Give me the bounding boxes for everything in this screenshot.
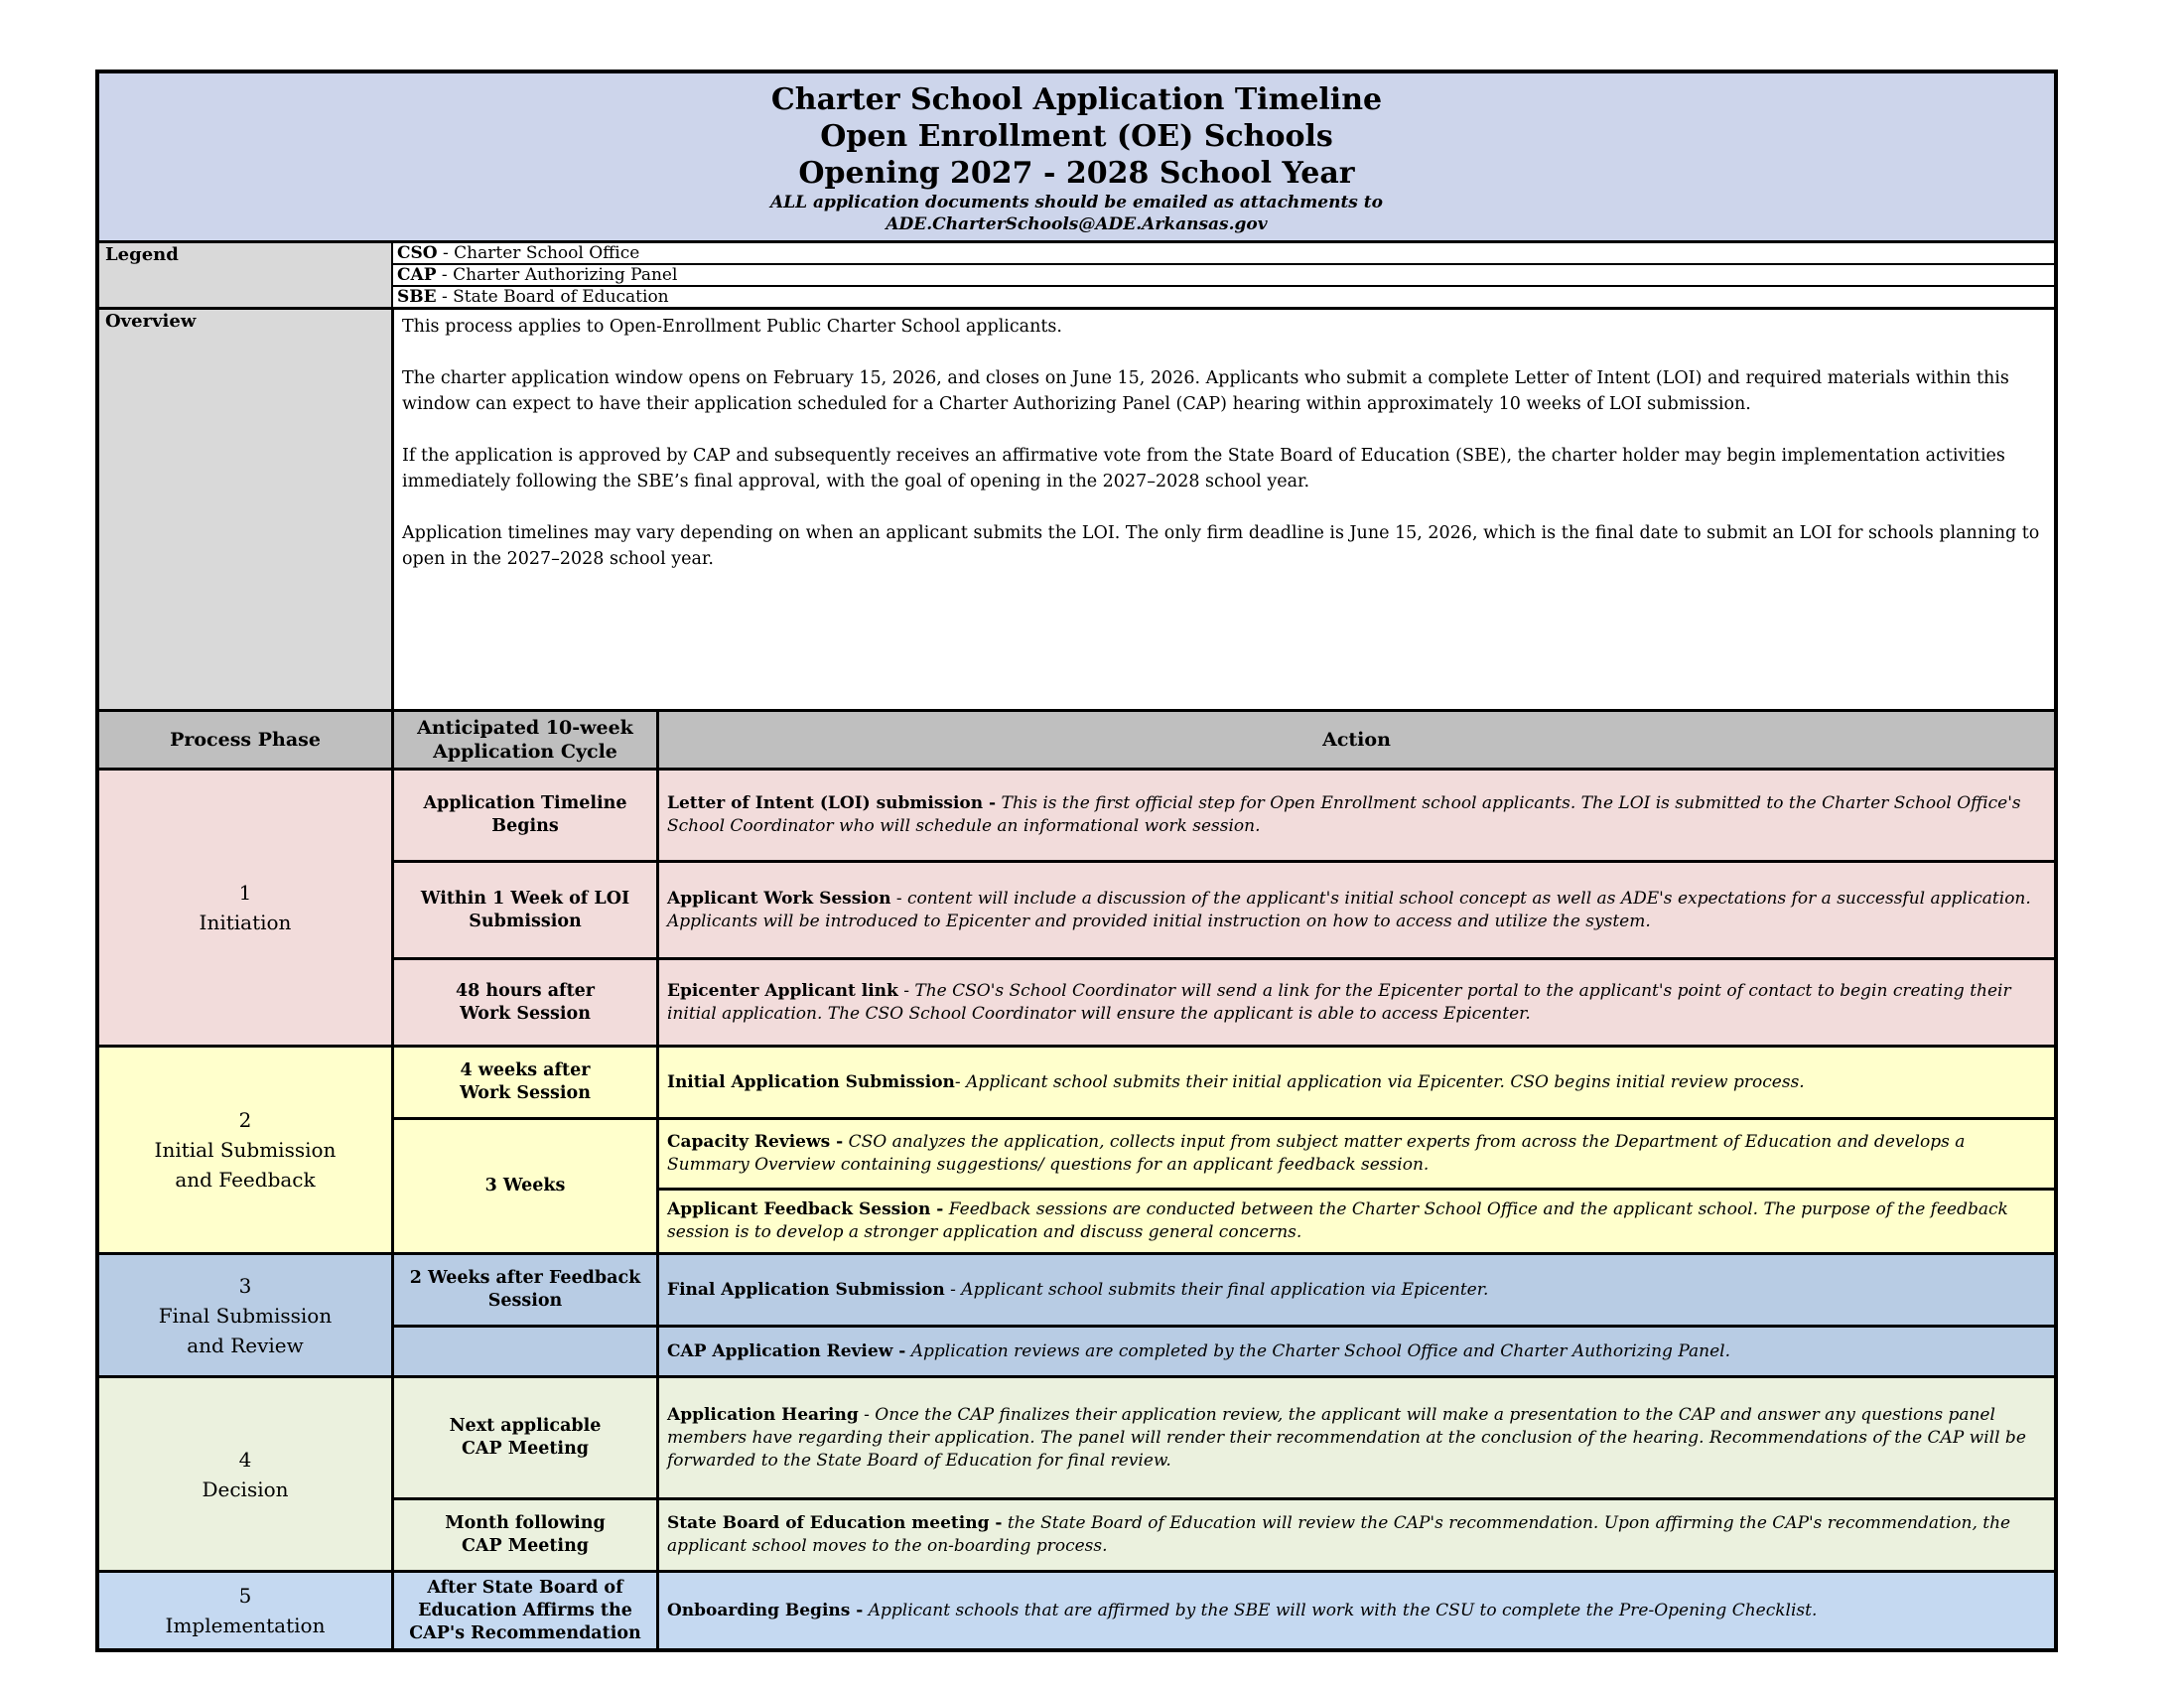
- action-description: Applicant school submits their initial application via Epicenter. CSO begins initial review process.: [966, 1071, 1805, 1092]
- legend-section: [99, 243, 2054, 307]
- process-table: [99, 712, 2054, 1648]
- action-description: The CSO's School Coordinator will send a link for the Epicenter portal to the applicant's point of contact to begin creating their initial application. The CSO School Coordinator will ensure the applicant is able to access Epicenter.: [667, 980, 2011, 1024]
- cycle-cell-empty: [394, 1328, 656, 1375]
- legend-text: - Charter Authorizing Panel: [436, 265, 678, 285]
- action-cell: [659, 1191, 2054, 1252]
- cycle-cell: Month following CAP Meeting: [394, 1500, 656, 1570]
- overview-label: Overview: [99, 310, 391, 709]
- action-separator: -: [897, 980, 915, 1001]
- email-address: ADE.CharterSchools@ADE.Arkansas.gov: [886, 214, 1268, 234]
- action-cell: [659, 1500, 2054, 1570]
- overview-paragraph: Application timelines may vary depending on when an applicant submits the LOI. The only firm deadline is June 15, 2026, which is the final date to submit an LOI for schools planning to open in the 2027–2028 school year.: [402, 523, 2040, 569]
- action-cell: [659, 1573, 2054, 1648]
- legend-item-sbe: [393, 287, 2054, 307]
- legend-item-cso: [393, 243, 2054, 263]
- legend-abbr: CAP: [397, 265, 437, 285]
- column-header-process-phase: Process Phase: [99, 712, 391, 768]
- action-description: content will include a discussion of the applicant's initial school concept as well as ADE's expectations for a successful application. Applicants will be introduced to Epicenter and provided initial instruction on how to access and utilize the system.: [667, 888, 2031, 931]
- cycle-cell: Application Timeline Begins: [394, 771, 656, 860]
- action-title: State Board of Education meeting -: [667, 1513, 1003, 1533]
- legend-text: - State Board of Education: [436, 287, 669, 307]
- legend-label: Legend: [99, 243, 391, 307]
- overview-paragraph: This process applies to Open-Enrollment Public Charter School applicants.: [402, 317, 1062, 337]
- legend-text: - Charter School Office: [437, 243, 640, 263]
- phase-label-implementation: 5 Implementation: [99, 1573, 391, 1648]
- overview-section: [99, 310, 2054, 709]
- action-description: Applicant schools that are affirmed by the SBE will work with the CSU to complete the Pre-Opening Checklist.: [868, 1600, 1818, 1620]
- phase-label-final-submission: 3 Final Submission and Review: [99, 1255, 391, 1375]
- page-subtitle-year: Opening 2027 - 2028 School Year: [798, 156, 1355, 191]
- legend-item-cap: [393, 265, 2054, 285]
- action-description: CSO analyzes the application, collects input from subject matter experts from across the Department of Education and develops a Summary Overview containing suggestions/ questions for an applicant feedback session.: [667, 1132, 1966, 1175]
- title-band: [99, 73, 2054, 240]
- action-title: Capacity Reviews -: [667, 1132, 844, 1152]
- cycle-cell: After State Board of Education Affirms the CAP's Recommendation: [394, 1573, 656, 1648]
- action-cell: [659, 1120, 2054, 1188]
- action-title: CAP Application Review -: [667, 1340, 906, 1361]
- action-cell: [659, 1328, 2054, 1375]
- action-title: Letter of Intent (LOI) submission -: [667, 793, 997, 813]
- cycle-cell: 2 Weeks after Feedback Session: [394, 1255, 656, 1325]
- action-separator: -: [858, 1404, 876, 1425]
- overview-paragraph: If the application is approved by CAP and subsequently receives an affirmative vote from the State Board of Education (SBE), the charter holder may begin implementation activities immediately following the SBE’s final approval, with the goal of opening in the 2027–2028 school year.: [402, 446, 2005, 492]
- action-title: Onboarding Begins -: [667, 1600, 864, 1620]
- action-description: This is the first official step for Open Enrollment school applicants. The LOI is submitted to the Charter School Office's School Coordinator who will schedule an informational work session.: [667, 793, 2021, 836]
- phase-label-initiation: 1 Initiation: [99, 771, 391, 1045]
- action-cell: [659, 1378, 2054, 1497]
- overview-paragraph: The charter application window opens on February 15, 2026, and closes on June 15, 2026. Applicants who submit a complete Letter of Intent (LOI) and required materials within this window can expect to have their application scheduled for a Charter Authorizing Panel (CAP) hearing within approximately 10 weeks of LOI submission.: [402, 368, 2009, 414]
- cycle-cell: 48 hours after Work Session: [394, 960, 656, 1045]
- legend-abbr: SBE: [397, 287, 437, 307]
- action-title: Applicant Feedback Session -: [667, 1199, 944, 1219]
- action-cell: [659, 863, 2054, 957]
- action-cell: [659, 1255, 2054, 1325]
- column-header-application-cycle: Anticipated 10-week Application Cycle: [394, 712, 656, 768]
- action-cell: [659, 1048, 2054, 1117]
- action-title: Application Hearing: [667, 1404, 859, 1425]
- action-title: Final Application Submission: [667, 1279, 945, 1300]
- cycle-cell: Within 1 Week of LOI Submission: [394, 863, 656, 957]
- email-instruction: ALL application documents should be emailed as attachments to: [770, 193, 1383, 212]
- timeline-sheet: [95, 70, 2058, 1652]
- action-separator: -: [954, 1071, 967, 1092]
- action-title: Epicenter Applicant link: [667, 980, 898, 1001]
- phase-label-initial-submission: 2 Initial Submission and Feedback: [99, 1048, 391, 1252]
- column-header-action: Action: [659, 712, 2054, 768]
- page-subtitle-schools: Open Enrollment (OE) Schools: [820, 119, 1333, 154]
- action-separator: -: [890, 888, 908, 909]
- action-separator: -: [944, 1279, 962, 1300]
- action-title: Initial Application Submission: [667, 1071, 955, 1092]
- cycle-cell: Next applicable CAP Meeting: [394, 1378, 656, 1497]
- action-title: Applicant Work Session: [667, 888, 891, 909]
- action-description: Applicant school submits their final application via Epicenter.: [961, 1279, 1489, 1300]
- page-title: Charter School Application Timeline: [770, 82, 1383, 117]
- action-description: the State Board of Education will review the CAP's recommendation. Upon affirming the CAP's recommendation, the applicant school moves to the on-boarding process.: [667, 1513, 2011, 1556]
- action-cell: [659, 771, 2054, 860]
- overview-content: [394, 310, 2054, 709]
- action-cell: [659, 960, 2054, 1045]
- cycle-cell-three-weeks: 3 Weeks: [394, 1120, 656, 1252]
- action-description: Application reviews are completed by the Charter School Office and Charter Authorizing Panel.: [910, 1340, 1730, 1361]
- action-description: Feedback sessions are conducted between the Charter School Office and the applicant school. The purpose of the feedback session is to develop a stronger application and discuss general concerns.: [667, 1199, 2008, 1242]
- action-description: Once the CAP finalizes their application review, the applicant will make a presentation to the CAP and answer any questions panel members have regarding their application. The panel will render their recommendation at the conclusion of the hearing. Recommendations of the CAP will be forwarded to the State Board of Education for final review.: [667, 1404, 2026, 1471]
- legend-abbr: CSO: [397, 243, 438, 263]
- cycle-cell: 4 weeks after Work Session: [394, 1048, 656, 1117]
- phase-label-decision: 4 Decision: [99, 1378, 391, 1570]
